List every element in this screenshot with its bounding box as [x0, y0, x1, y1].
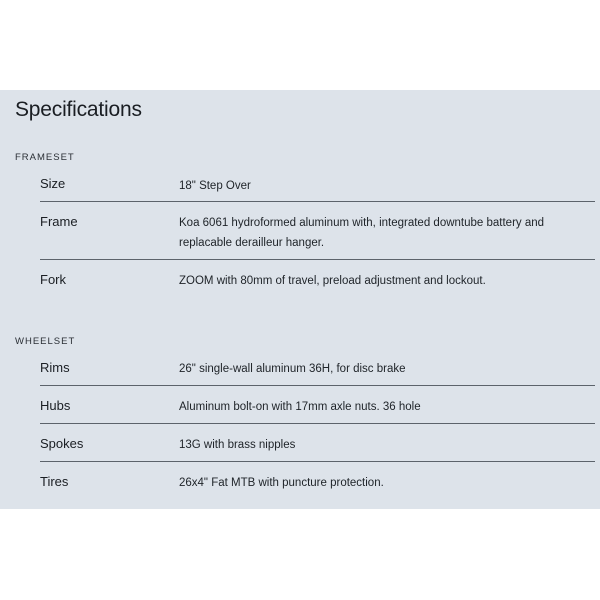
spec-value: Koa 6061 hydroformed aluminum with, integrated downtube battery and replacable derailleur hanger. [179, 217, 545, 249]
spec-label: Size [40, 176, 66, 191]
spec-label: Frame [40, 214, 78, 229]
spec-value: 13G with brass nipples [179, 439, 296, 451]
section-label-wheelset: WHEELSET [15, 336, 76, 347]
page-title: Specifications [15, 98, 142, 121]
spec-row-hubs [40, 398, 595, 424]
spec-label: Tires [40, 474, 69, 489]
spec-row-fork [40, 272, 595, 297]
spec-value: ZOOM with 80mm of travel, preload adjustment and lockout. [179, 275, 486, 287]
spec-value: 26x4" Fat MTB with puncture protection. [179, 477, 384, 489]
spec-value: 18" Step Over [179, 180, 251, 192]
spec-row-tires [40, 474, 595, 499]
section-label-frameset: FRAMESET [15, 152, 75, 163]
spec-row-frame [40, 214, 595, 260]
spec-label: Rims [40, 360, 70, 375]
spec-row-rims [40, 360, 595, 386]
spec-label: Spokes [40, 436, 84, 451]
spec-row-spokes [40, 436, 595, 462]
spec-label: Fork [40, 272, 66, 287]
spec-value: 26" single-wall aluminum 36H, for disc brake [179, 363, 406, 375]
spec-row-size [40, 176, 595, 202]
spec-value: Aluminum bolt-on with 17mm axle nuts. 36 hole [179, 401, 421, 413]
specifications-panel [0, 90, 600, 509]
spec-label: Hubs [40, 398, 71, 413]
